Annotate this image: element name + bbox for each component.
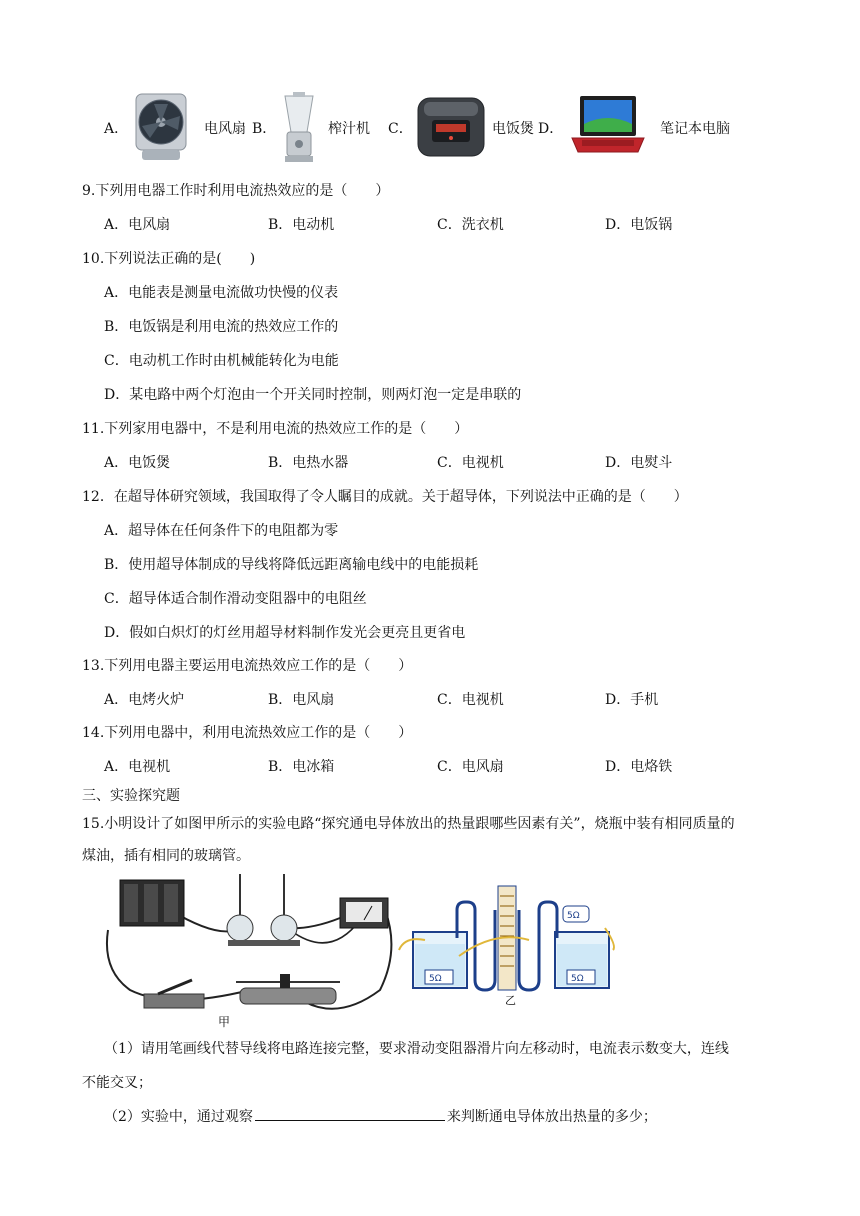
q15-part2-before: （2）实验中，通过观察 xyxy=(104,1109,253,1125)
q8-option-b-text: 榨汁机 xyxy=(328,121,370,137)
battery-icon xyxy=(120,880,184,926)
q14-option-a: A．电视机 xyxy=(104,759,171,775)
figure-label-yi: 乙 xyxy=(505,994,516,1007)
q11-option-b: B．电热水器 xyxy=(268,455,349,471)
q13-option-c: C．电视机 xyxy=(437,692,504,708)
switch-icon xyxy=(144,980,204,1008)
juicer-image xyxy=(277,92,321,164)
q13-option-b: B．电风扇 xyxy=(268,692,335,708)
q13-stem: 13.下列用电器主要运用电流热效应工作的是（ ） xyxy=(82,658,413,674)
q10-option-a: A．电能表是测量电流做功快慢的仪表 xyxy=(104,285,339,301)
q9-stem: 9.下列用电器工作时利用电流热效应的是（ ） xyxy=(82,183,390,199)
q15-part1-line2: 不能交叉； xyxy=(82,1075,152,1091)
q9-option-b: B．电动机 xyxy=(268,217,335,233)
q9-option-d: D．电饭锅 xyxy=(605,217,673,233)
q8-option-d-label: D． xyxy=(538,121,564,137)
flask-stand-icon xyxy=(227,874,300,946)
figure-jia-circuit xyxy=(100,870,400,1030)
q10-option-d: D．某电路中两个灯泡由一个开关同时控制，则两灯泡一定是串联的 xyxy=(104,387,522,403)
q11-option-a: A．电饭煲 xyxy=(104,455,171,471)
q13-option-d: D．手机 xyxy=(605,692,659,708)
q8-option-a-text: 电风扇 xyxy=(204,121,246,137)
q12-option-b: B．使用超导体制成的导线将降低远距离输电线中的电能损耗 xyxy=(104,557,479,573)
q8-option-c-label: C． xyxy=(388,121,413,137)
q10-option-b: B．电饭锅是利用电流的热效应工作的 xyxy=(104,319,339,335)
q8-option-c-text: 电饭煲 xyxy=(492,121,534,137)
q14-option-b: B．电冰箱 xyxy=(268,759,335,775)
q8-option-d-text: 笔记本电脑 xyxy=(660,121,730,137)
answer-blank[interactable] xyxy=(255,1107,445,1121)
laptop-image xyxy=(568,94,648,158)
q15-stem-line2: 煤油，插有相同的玻璃管。 xyxy=(82,848,250,864)
figure-yi-apparatus xyxy=(395,880,620,1008)
q15-part2-after: 来判断通电导体放出热量的多少； xyxy=(446,1109,657,1125)
q8-option-b-label: B． xyxy=(252,121,277,137)
rice-cooker-image xyxy=(414,94,488,160)
q14-option-c: C．电风扇 xyxy=(437,759,504,775)
q9-option-a: A．电风扇 xyxy=(104,217,171,233)
q12-option-d: D．假如白炽灯的灯丝用超导材料制作发光会更亮且更省电 xyxy=(104,625,466,641)
q9-option-c: C．洗衣机 xyxy=(437,217,504,233)
ammeter-icon xyxy=(340,898,388,928)
q15-part1-line1: （1）请用笔画线代替导线将电路连接完整，要求滑动变阻器滑片向左移动时，电流表示数变大，连线 xyxy=(104,1041,729,1057)
resistor-label-top: 5Ω xyxy=(567,911,580,921)
q14-stem: 14.下列用电器中，利用电流热效应工作的是（ ） xyxy=(82,725,413,741)
q13-option-a: A．电烤火炉 xyxy=(104,692,185,708)
resistor-label-left: 5Ω xyxy=(429,974,442,984)
q12-option-c: C．超导体适合制作滑动变阻器中的电阻丝 xyxy=(104,591,367,607)
q15-part2 xyxy=(104,1106,657,1126)
q12-stem: 12．在超导体研究领域，我国取得了令人瞩目的成就。关于超导体，下列说法中正确的是（ ） xyxy=(82,489,688,505)
rheostat-icon xyxy=(236,974,340,1004)
section-title: 三、实验探究题 xyxy=(82,788,180,804)
q12-option-a: A．超导体在任何条件下的电阻都为零 xyxy=(104,523,339,539)
resistor-label-right: 5Ω xyxy=(571,974,584,984)
q11-stem: 11.下列家用电器中，不是利用电流的热效应工作的是（ ） xyxy=(82,421,469,437)
q10-option-c: C．电动机工作时由机械能转化为电能 xyxy=(104,353,339,369)
q11-option-c: C．电视机 xyxy=(437,455,504,471)
q11-option-d: D．电熨斗 xyxy=(605,455,673,471)
electric-fan-image xyxy=(130,92,192,162)
q14-option-d: D．电烙铁 xyxy=(605,759,673,775)
figure-label-jia: 甲 xyxy=(218,1015,231,1029)
q10-stem: 10.下列说法正确的是( ) xyxy=(82,251,256,267)
q8-option-a-label: A． xyxy=(104,121,129,137)
q15-stem-line1: 15.小明设计了如图甲所示的实验电路“探究通电导体放出的热量跟哪些因素有关”，烧瓶中装有相同质量的 xyxy=(82,816,735,832)
